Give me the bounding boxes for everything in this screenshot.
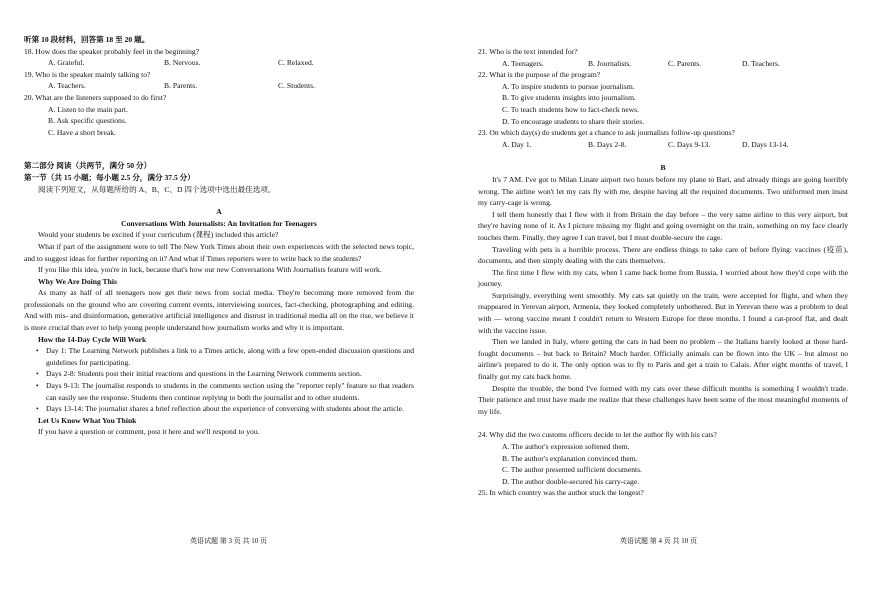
question-18-options	[24, 57, 414, 69]
question-18: 18. How does the speaker probably feel in the beginning?	[24, 46, 200, 56]
option: B. Nervous.	[164, 58, 201, 68]
option: B. To give students insights into journalism.	[502, 93, 636, 103]
question-23-options	[478, 139, 848, 151]
option: C. Students.	[278, 81, 315, 91]
section-subheading: How the 14-Day Cycle Will Work	[38, 334, 147, 344]
option: D. The author double-secured his carry-cage.	[502, 476, 640, 486]
option: B. Ask specific questions.	[48, 116, 127, 126]
bullet-item: • Days 2-8: Students post their initial reactions and questions in the Learning Network comments section.	[24, 368, 414, 380]
option: A. Teachers.	[48, 81, 86, 91]
paragraph: It's 7 AM. I've got to Milan Linate airport two hours before my plane to Bari, and already things are going horribly wrong. The airline won't let my cats fly with me, despite having all the required documents. Two uniformed men insist my carry-cage is wrong.	[478, 174, 848, 208]
question-23: 23. On which day(s) do students get a chance to ask journalists follow-up questions?	[478, 128, 735, 138]
bullet-item: • Day 1: The Learning Network publishes a link to a Times article, along with a few open-ended discussion questions and guidelines for participating.	[24, 345, 414, 368]
paragraph: Traveling with pets is a horrible process. There are endless things to take care of before flying: vaccines (疫苗), documents, and then simply dealing with the cats themselves.	[478, 244, 848, 266]
bullet-item: • Days 13-14: The journalist shares a brief reflection about the experience of conversing with students about the article.	[24, 403, 414, 415]
question-19-options	[24, 80, 414, 92]
paragraph: Despite the trouble, the bond I've formed with my cats over these difficult months is something I wouldn't trade. Their patience and trust have made me realize that these challenges have been some of the most meaningful moments of my life.	[478, 383, 848, 416]
option: B. The author's explanation convinced them.	[502, 453, 638, 463]
listening-intro: 听第 10 段材料，回答第 18 至 20 题。	[24, 35, 150, 44]
page-footer-left: 英语试题 第 3 页 共 10 页	[190, 537, 267, 545]
option: D. Days 13-14.	[742, 139, 789, 149]
option: C. The author presented sufficient documents.	[502, 465, 642, 475]
paragraph: Would your students be excited if your curriculum (课程) included this article?	[38, 230, 279, 240]
instructions: 阅读下列短文，从每题所给的 A、B、C、D 四个选项中选出最佳选项。	[38, 184, 276, 194]
paragraph: Then we landed in Italy, where getting the cats in had been no problem – the Italians barely looked at those hard-fought documents – but back to Britain? Much harder. Officially animals can be flown into the UK – but almost no airline's prepared to do it. The only option was to fly to Paris and get a train to Calais. After eight months of travel, I finally got my cats back home.	[478, 337, 848, 382]
option: A. Listen to the main part.	[48, 104, 128, 114]
question-22: 22. What is the purpose of the program?	[478, 70, 601, 80]
paragraph: What if part of the assignment were to tell The New York Times about their own experiences with the selected news topic, and to suggest ideas for further reporting on it? And what if Times reporters were to write back to the students?	[24, 241, 414, 263]
option: A. Teenagers.	[502, 58, 544, 68]
option: A. Day 1.	[502, 139, 532, 149]
question-21-options	[478, 58, 848, 70]
option: B. Journalists.	[588, 58, 632, 68]
page-footer-right: 英语试题 第 4 页 共 10 页	[620, 537, 697, 545]
option: B. Days 2-8.	[588, 139, 627, 149]
passage-label: B	[660, 163, 666, 173]
paragraph: I tell them honestly that I flew with it from Britain the day before – the very same airline to this very airport, but they're having none of it. As I picture missing my flight and going overnight on the train, something on my face clearly touches them. Finally, they agree I can travel, but I must double-secure the cage.	[478, 209, 848, 242]
option: A. The author's expression softened them.	[502, 442, 630, 451]
option: C. To teach students how to fact-check news.	[502, 104, 640, 114]
option: C. Have a short break.	[48, 127, 116, 137]
passage-label: A	[216, 207, 222, 217]
option: B. Parents.	[164, 81, 198, 91]
question-20: 20. What are the listeners supposed to do first?	[24, 92, 167, 102]
part-heading: 第二部分 阅读（共两节，满分 50 分）	[24, 161, 152, 171]
option: D. Teachers.	[742, 58, 780, 68]
passage-title: Conversations With Journalists: An Invitation for Teenagers	[121, 218, 317, 228]
option: C. Parents.	[668, 58, 702, 68]
left-page	[24, 0, 414, 438]
option: A. Grateful.	[48, 58, 85, 68]
question-25: 25. In which country was the author stuck the longest?	[478, 488, 644, 498]
paragraph: If you like this idea, you're in luck, because that's how our new Conversations With Journalists feature will work.	[38, 265, 382, 275]
option: C. Relaxed.	[278, 58, 314, 68]
paragraph: The first time I flew with my cats, when I came back home from Russia, I worried about how they'd cope with the journey.	[478, 267, 848, 289]
question-24: 24. Why did the two customs officers decide to let the author fly with his cats?	[478, 430, 717, 440]
question-19: 19. Who is the speaker mainly talking to?	[24, 69, 151, 79]
section-heading: 第一节（共 15 小题；每小题 2.5 分，满分 37.5 分）	[24, 172, 195, 182]
option: A. To inspire students to pursue journalism.	[502, 81, 635, 91]
paragraph: If you have a question or comment, post it here and we'll respond to you.	[38, 427, 260, 437]
paragraph: Surprisingly, everything went smoothly. My cats sat quietly on the train, were accepted for flight, and when they reappeared in Yerevan airport, Armenia, they looked completely unbothered. But in Yerevan there was a problem to deal with — wrong vaccine meant I couldn't return to Western Europe for three months. I found a cat-proof flat, and dealt with the vaccine issue.	[478, 290, 848, 335]
option: C. Days 9-13.	[668, 139, 711, 149]
section-subheading: Why We Are Doing This	[38, 276, 117, 286]
right-page	[478, 0, 848, 499]
bullet-item: • Days 9-13: The journalist responds to students in the comments section using the "reporter reply" feature so that readers can easily see the response. Students then continue replying to both the journalist and to other students.	[24, 380, 414, 403]
section-subheading: Let Us Know What You Think	[38, 415, 137, 425]
question-21: 21. Who is the text intended for?	[478, 47, 578, 56]
paragraph: As many as half of all teenagers now get their news from social media. They're becoming more removed from the professionals on the ground who are covering current events, interviewing sources, fact-checking, photographing and editing. And with mis- and disinformation, generative artificial intelligence and distrust in traditional media all on the rise, we believe it is more crucial than ever to help young people understand how journalism works and why it is important.	[24, 288, 414, 333]
option: D. To encourage students to share their stories.	[502, 116, 645, 126]
